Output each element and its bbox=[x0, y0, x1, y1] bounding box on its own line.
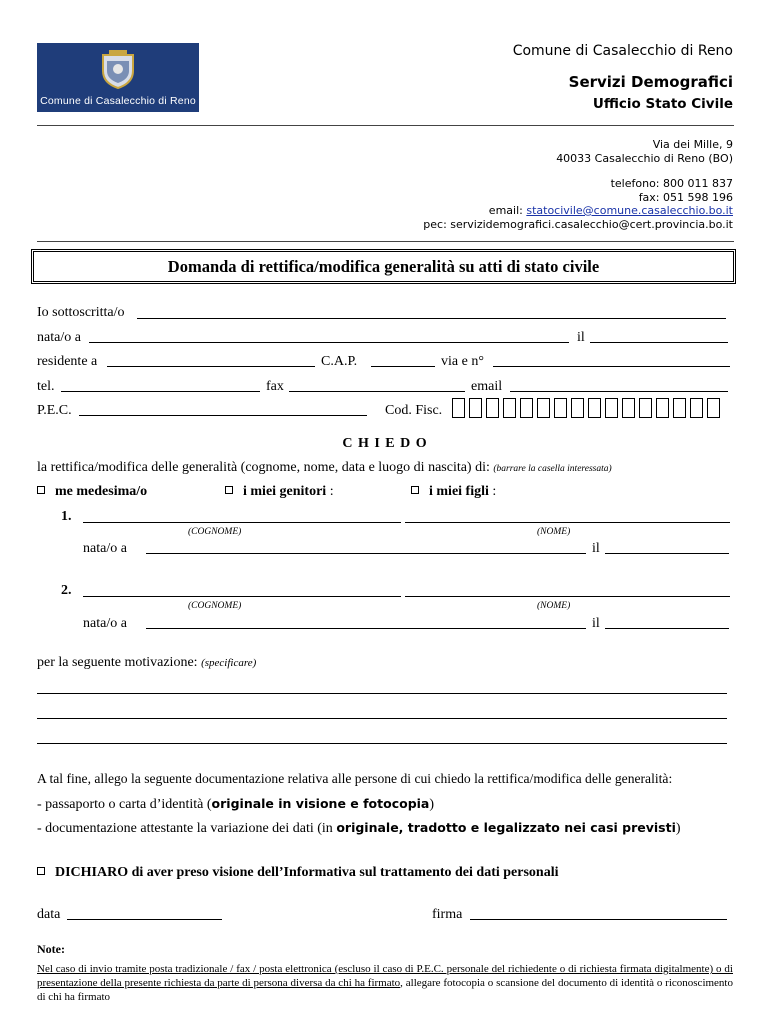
firma-label: firma bbox=[432, 907, 463, 922]
il-label: il bbox=[577, 330, 585, 345]
item-2-nome-field[interactable] bbox=[405, 596, 730, 597]
fax-label: fax bbox=[266, 379, 284, 394]
item-1-number: 1. bbox=[61, 509, 72, 524]
nato-field[interactable] bbox=[89, 342, 569, 343]
codice-fiscale-char-box[interactable] bbox=[605, 398, 618, 418]
motivazione-line-1[interactable] bbox=[37, 693, 727, 694]
cap-field[interactable] bbox=[371, 366, 435, 367]
codfisc-label: Cod. Fisc. bbox=[385, 403, 443, 418]
codice-fiscale-char-box[interactable] bbox=[520, 398, 533, 418]
codice-fiscale-char-box[interactable] bbox=[486, 398, 499, 418]
dichiaro-line[interactable] bbox=[37, 865, 558, 881]
dichiaro-text: DICHIARO di aver preso visione dell’Informativa sul trattamento dei dati personali bbox=[55, 865, 559, 880]
comune-name: Comune di Casalecchio di Reno bbox=[512, 43, 733, 59]
firma-field[interactable] bbox=[470, 919, 727, 920]
rettifica-hint: (barrare la casella interessata) bbox=[493, 464, 612, 474]
item-2-cognome-field[interactable] bbox=[83, 596, 401, 597]
sottoscritto-label: Io sottoscritta/o bbox=[37, 305, 125, 320]
item-2-nome-caption: (NOME) bbox=[537, 601, 571, 611]
via-field[interactable] bbox=[493, 366, 730, 367]
item-2-il-field[interactable] bbox=[605, 628, 729, 629]
checkbox-icon[interactable] bbox=[225, 486, 233, 494]
sottoscritto-field[interactable] bbox=[137, 318, 726, 319]
telefono: telefono: 800 011 837 bbox=[610, 177, 733, 190]
address-line1: Via dei Mille, 9 bbox=[652, 138, 733, 151]
doc-2-bold: originale, tradotto e legalizzato nei casi previsti bbox=[336, 820, 676, 835]
pec-field[interactable] bbox=[79, 415, 367, 416]
tel-label: tel. bbox=[37, 379, 55, 394]
option-me[interactable] bbox=[37, 484, 147, 500]
checkbox-icon[interactable] bbox=[37, 486, 45, 494]
fax-field[interactable] bbox=[289, 391, 465, 392]
colon: : bbox=[329, 484, 334, 499]
specificare-hint: (specificare) bbox=[201, 657, 257, 669]
item-1-il-label: il bbox=[592, 541, 600, 556]
item-1-nome-caption: (NOME) bbox=[537, 527, 571, 537]
option-genitori[interactable] bbox=[225, 484, 334, 500]
doc-1-post: ) bbox=[429, 797, 435, 812]
doc-2 bbox=[37, 820, 681, 837]
codice-fiscale-char-box[interactable] bbox=[690, 398, 703, 418]
item-2-nato-field[interactable] bbox=[146, 628, 586, 629]
option-figli[interactable] bbox=[411, 484, 496, 500]
coat-of-arms-icon bbox=[99, 49, 137, 89]
doc-2-post: ) bbox=[675, 821, 681, 836]
header-rule bbox=[37, 125, 734, 126]
email-line bbox=[423, 204, 733, 218]
codice-fiscale-char-box[interactable] bbox=[622, 398, 635, 418]
form-title-box bbox=[31, 249, 736, 284]
cap-label: C.A.P. bbox=[321, 354, 358, 369]
chiedo-heading: C H I E D O bbox=[342, 436, 428, 451]
data-label: data bbox=[37, 907, 61, 922]
note-rest: , allegare fotocopia o scansione del documento di identità o riconoscimento di chi ha firmato bbox=[37, 977, 733, 1003]
email-label: email: bbox=[488, 204, 527, 217]
rettifica-text: la rettifica/modifica delle generalità (cognome, nome, data e luogo di nascita) di: bbox=[37, 460, 490, 475]
via-label: via e n° bbox=[441, 354, 484, 369]
checkbox-icon[interactable] bbox=[411, 486, 419, 494]
item-1-nome-field[interactable] bbox=[405, 522, 730, 523]
birthdate-field[interactable] bbox=[590, 342, 728, 343]
codice-fiscale-char-box[interactable] bbox=[656, 398, 669, 418]
codice-fiscale-char-box[interactable] bbox=[673, 398, 686, 418]
item-1-nato-label: nata/o a bbox=[83, 541, 127, 556]
pec-line: pec: servizidemografici.casalecchio@cert.provincia.bo.it bbox=[423, 217, 733, 231]
item-1-cognome-caption: (COGNOME) bbox=[188, 527, 242, 537]
allego-text: A tal fine, allego la seguente documentazione relativa alle persone di cui chiedo la rettifica/modifica delle generalità: bbox=[37, 771, 673, 786]
ufficio-title: Ufficio Stato Civile bbox=[592, 96, 733, 112]
comune-logo bbox=[37, 43, 199, 112]
doc-1-pre: - passaporto o carta d’identità ( bbox=[37, 797, 212, 812]
email-link[interactable]: statocivile@comune.casalecchio.bo.it bbox=[526, 204, 733, 217]
form-title: Domanda di rettifica/modifica generalità su atti di stato civile bbox=[167, 257, 600, 276]
note-text bbox=[37, 962, 733, 1004]
note-title: Note: bbox=[37, 942, 65, 956]
fax: fax: 051 598 196 bbox=[638, 190, 733, 204]
tel-field[interactable] bbox=[61, 391, 260, 392]
codice-fiscale-char-box[interactable] bbox=[469, 398, 482, 418]
item-2-nato-label: nata/o a bbox=[83, 616, 127, 631]
item-2-cognome-caption: (COGNOME) bbox=[188, 601, 242, 611]
codice-fiscale-char-box[interactable] bbox=[707, 398, 720, 418]
codice-fiscale-char-box[interactable] bbox=[537, 398, 550, 418]
codice-fiscale-char-box[interactable] bbox=[571, 398, 584, 418]
servizi-title: Servizi Demografici bbox=[568, 73, 733, 91]
residente-label: residente a bbox=[37, 354, 98, 369]
pec-label: P.E.C. bbox=[37, 403, 72, 418]
contact-block bbox=[423, 138, 733, 231]
motivazione-line bbox=[37, 655, 256, 671]
option-me-label: me medesima/o bbox=[55, 484, 148, 499]
option-genitori-label: i miei genitori bbox=[243, 484, 327, 499]
motivazione-line-3[interactable] bbox=[37, 743, 727, 744]
codice-fiscale-char-box[interactable] bbox=[503, 398, 516, 418]
codice-fiscale-char-box[interactable] bbox=[554, 398, 567, 418]
email-field[interactable] bbox=[510, 391, 728, 392]
residente-field[interactable] bbox=[107, 366, 315, 367]
contact-rule bbox=[37, 241, 734, 242]
doc-1 bbox=[37, 796, 434, 813]
motivazione-line-2[interactable] bbox=[37, 718, 727, 719]
motivazione-label: per la seguente motivazione: bbox=[37, 655, 198, 670]
note-underlined: Nel caso di invio tramite posta tradizionale / fax / posta elettronica (escluso il caso di P.E.C. personale del richiedente o di richiesta firmata digitalmente) o di presentazione della presente richiesta da parte di persona diversa da chi ha firmato bbox=[37, 963, 733, 989]
item-1-il-field[interactable] bbox=[605, 553, 729, 554]
logo-text: Comune di Casalecchio di Reno bbox=[40, 95, 196, 107]
doc-2-pre: - documentazione attestante la variazione dei dati (in bbox=[37, 821, 337, 836]
nato-label: nata/o a bbox=[37, 330, 81, 345]
item-2-il-label: il bbox=[592, 616, 600, 631]
data-field[interactable] bbox=[67, 919, 222, 920]
colon: : bbox=[492, 484, 497, 499]
option-figli-label: i miei figli bbox=[429, 484, 489, 499]
item-1-cognome-field[interactable] bbox=[83, 522, 401, 523]
codice-fiscale-char-box[interactable] bbox=[452, 398, 465, 418]
codice-fiscale-char-box[interactable] bbox=[588, 398, 601, 418]
codice-fiscale-char-box[interactable] bbox=[639, 398, 652, 418]
rettifica-line bbox=[37, 460, 612, 476]
item-1-nato-field[interactable] bbox=[146, 553, 586, 554]
email-field-label: email bbox=[471, 379, 503, 394]
item-2-number: 2. bbox=[61, 583, 72, 598]
checkbox-icon[interactable] bbox=[37, 867, 45, 875]
doc-1-bold: originale in visione e fotocopia bbox=[211, 796, 430, 811]
address-line2: 40033 Casalecchio di Reno (BO) bbox=[556, 151, 733, 165]
